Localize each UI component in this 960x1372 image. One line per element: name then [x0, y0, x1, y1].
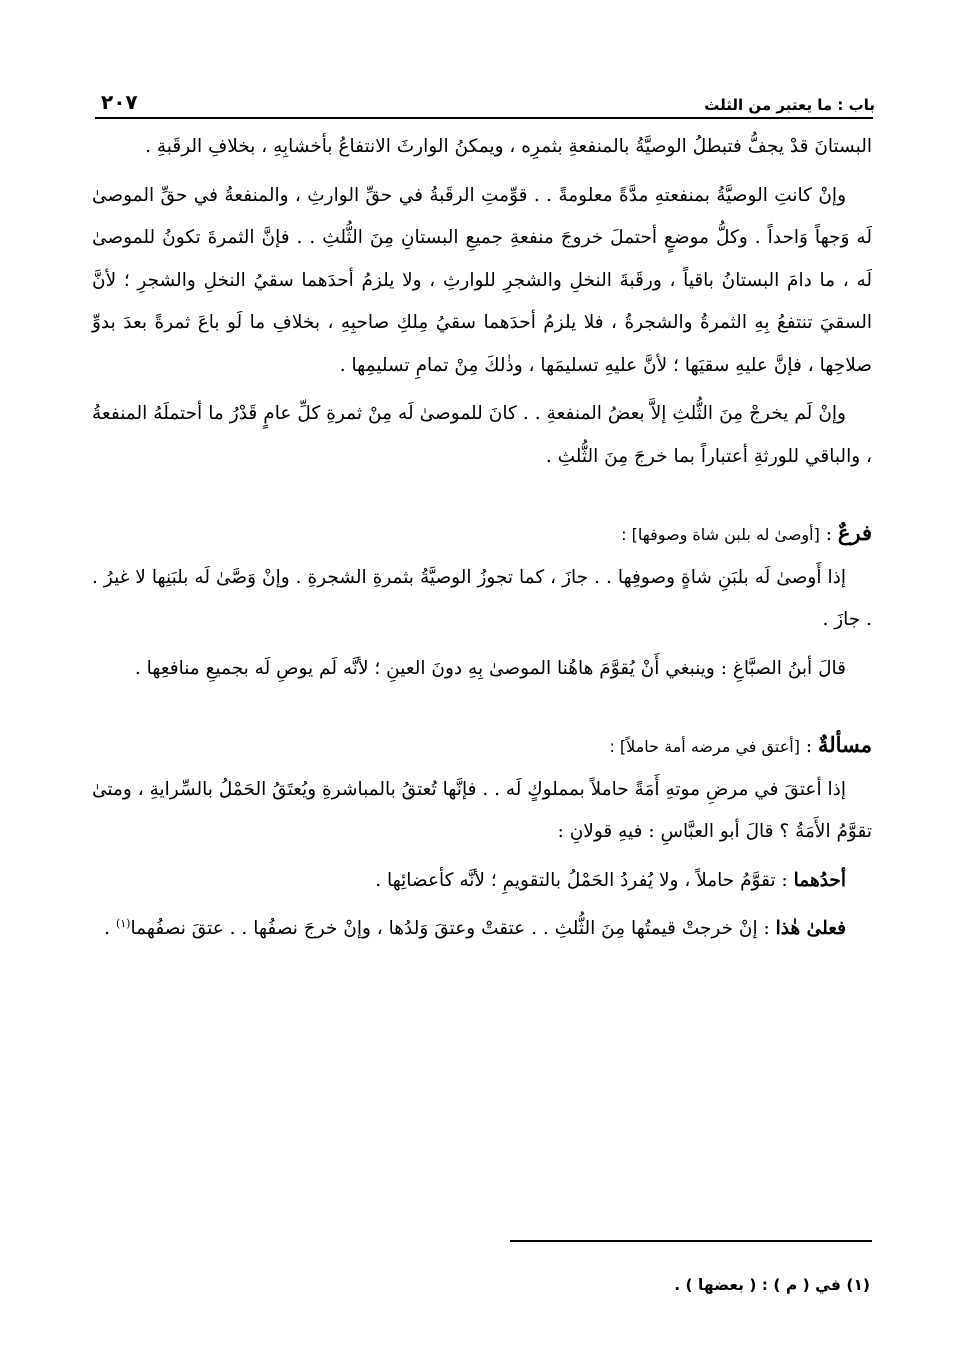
page-number: ٢٠٧	[101, 90, 138, 114]
lead-term: فعلىٰ هٰذا	[775, 918, 846, 939]
paragraph-continuation: البستانَ قدْ يجفُّ فتبطلُ الوصيَّةُ بالمنفعةِ بثمرِه ، ويمكنُ الوارثَ الانتفاعُ بأخشابِهِ ، بخلافِ الرقَبةِ .	[145, 136, 872, 157]
heading-separator: :	[799, 736, 818, 757]
paragraph-pregnant-slave: إذا أعتقَ في مرضِ موتهِ أَمَةً حاملاً بمملوكٍ لَه . . فإنَّها تُعتقُ بالمباشرةِ ويُعتَقُ الحَمْلُ بالسِّرايةِ ، ومتىٰ تقوَّمُ الأَمَةُ ؟ قالَ أبو العبَّاسِ : فيهِ قولانِ :	[92, 778, 872, 842]
heading-title: [أوصىٰ له بلبن شاة وصوفها] :	[621, 525, 820, 544]
paragraph-ibn-sabbagh: قالَ أبنُ الصبَّاغِ : وينبغي أَنْ يُقوَّمَ هاهُنا الموصىٰ بِهِ دونَ العينِ ؛ لأنَّه لَم يوصِ لَه بجميعِ منافعِها .	[134, 657, 846, 679]
paragraph-text: : إنْ خرجتْ قيمتُها مِنَ الثُّلثِ . . عتقتْ وعتقَ وَلدُها ، وإنْ خرجَ نصفُها . . عتقَ نصفُهما	[130, 918, 776, 939]
paragraph-text: : تقوَّمُ حاملاً ، ولا يُفردُ الحَمْلُ بالتقويمِ ؛ لأنَّه كأعضائِها .	[375, 869, 794, 891]
heading-keyword: فرعٌ	[837, 520, 872, 545]
running-title: باب : ما يعتبر من الثلث	[704, 96, 875, 114]
header-rule	[95, 117, 873, 119]
paragraph-partial-third: وإنْ لَم يخرجْ مِنَ الثُّلثِ إلاَّ بعضُ المنفعةِ . . كانَ للموصىٰ لَه مِنْ ثمرةِ كلِّ عامٍ قَدْرُ ما أحتملَهُ المنفعةُ ، والباقي للورثةِ أعتباراً بما خرجَ مِنَ الثُّلثِ .	[92, 403, 872, 467]
page-header	[95, 84, 875, 114]
page-body	[92, 126, 872, 951]
heading-keyword: مسألةٌ	[817, 732, 872, 757]
paragraph-end: .	[104, 918, 116, 939]
footnote-reference[interactable]: (١)	[115, 916, 131, 930]
heading-separator: :	[819, 524, 838, 545]
paragraph-milk-wool: إذا أَوصىٰ لَه بلبَنِ شاةٍ وصوفِها . . جازَ ، كما تجوزُ الوصيَّةُ بثمرةِ الشجرةِ . وإنْ وَصَّىٰ لَه بلبَنِها لا غيرُ . . جازَ .	[92, 566, 872, 630]
paragraph-first-opinion	[92, 860, 872, 903]
heading-title: [أعتق في مرضه أمة حاملاً] :	[609, 737, 800, 756]
section-heading-far	[92, 512, 872, 557]
footnote-rule	[510, 1240, 872, 1242]
section-heading-masala	[92, 724, 872, 769]
lead-term: أحدُهما	[793, 869, 846, 891]
paragraph-usufruct-period: وإنْ كانتِ الوصيَّةُ بمنفعتهِ مدَّةً معلومةً . . قوِّمتِ الرقَبةُ في حقِّ الوارثِ ، والمنفعةُ في حقِّ الموصىٰ لَه وَجهاً وَاحداً . وكلُّ موضعٍ أحتملَ خروجَ منفعةِ جميعِ البستانِ مِنَ الثُّلثِ . . فإنَّ الثمرةَ تكونُ للموصىٰ لَه ، ما دامَ البستانُ باقياً ، ورقَبةَ النخلِ والشجرِ للوارثِ ، ولا يلزمُ أحدَهما سقيُ النخلِ والشجرِ ؛ لأنَّ السقيَ تنتفعُ بِهِ الثمرةُ والشجرةُ ، فلا يلزمُ أحدَهما سقيُ مِلكِ صاحبِهِ ، بخلافِ ما لَو باعَ ثمرةً بعدَ بدوِّ صلاحِها ، فإنَّ عليهِ سقيَها ؛ لأنَّ عليهِ تسليمَها ، وذٰلكَ مِنْ تمامِ تسليمِها .	[92, 184, 872, 376]
paragraph-consequence	[92, 908, 872, 951]
footnote: (١) في ( م ) : ( بعضها ) .	[674, 1276, 870, 1294]
